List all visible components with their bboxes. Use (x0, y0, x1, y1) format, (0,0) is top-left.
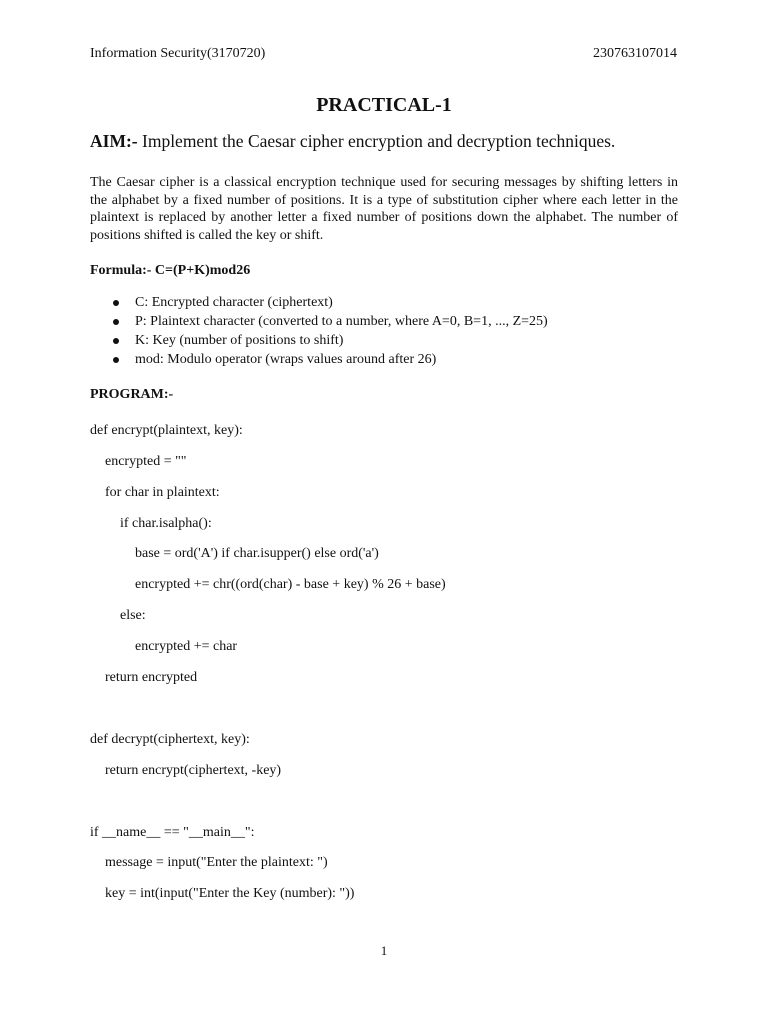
header-enrollment: 230763107014 (593, 46, 677, 61)
code-line: return encrypted (105, 670, 198, 685)
aim-statement (90, 131, 615, 152)
bullet-icon (113, 338, 119, 344)
list-item-text: K: Key (number of positions to shift) (135, 333, 344, 348)
aim-label: AIM:- (90, 131, 138, 151)
bullet-icon (113, 319, 119, 325)
list-item (90, 312, 548, 331)
list-item-text: mod: Modulo operator (wraps values around after 26) (135, 352, 437, 367)
list-item (90, 293, 548, 312)
code-line: encrypted = "" (105, 454, 187, 469)
code-line: for char in plaintext: (105, 485, 220, 500)
list-item (90, 350, 548, 369)
code-line: def decrypt(ciphertext, key): (90, 732, 250, 747)
code-line: base = ord('A') if char.isupper() else ord('a') (135, 546, 379, 561)
page-number: 1 (380, 943, 388, 958)
formula: Formula:- C=(P+K)mod26 (90, 263, 251, 278)
intro-paragraph: The Caesar cipher is a classical encryption technique used for securing messages by shifting letters in the alphabet by a fixed number of positions. It is a type of substitution cipher where each letter in the plaintext is replaced by another letter a fixed number of positions down the alphabet. The number of positions shifted is called the key or shift. (90, 175, 678, 243)
program-label: PROGRAM:- (90, 387, 174, 402)
code-line: encrypted += chr((ord(char) - base + key) % 26 + base) (135, 577, 446, 592)
code-line: encrypted += char (135, 639, 238, 654)
page-title: PRACTICAL-1 (316, 94, 452, 116)
header-course: Information Security(3170720) (90, 46, 266, 61)
code-line: return encrypt(ciphertext, -key) (105, 763, 282, 778)
code-line: if char.isalpha(): (120, 516, 212, 531)
code-line: else: (120, 608, 146, 623)
list-item-text: P: Plaintext character (converted to a number, where A=0, B=1, ..., Z=25) (135, 314, 548, 329)
code-line: key = int(input("Enter the Key (number): ")) (105, 886, 355, 901)
bullet-icon (113, 300, 119, 306)
formula-legend-list (90, 293, 548, 369)
code-line: if __name__ == "__main__": (90, 825, 255, 840)
code-line: message = input("Enter the plaintext: ") (105, 855, 328, 870)
bullet-icon (113, 357, 119, 363)
list-item (90, 331, 548, 350)
code-line: def encrypt(plaintext, key): (90, 423, 243, 438)
list-item-text: C: Encrypted character (ciphertext) (135, 295, 333, 310)
aim-text: Implement the Caesar cipher encryption and decryption techniques. (137, 131, 616, 151)
